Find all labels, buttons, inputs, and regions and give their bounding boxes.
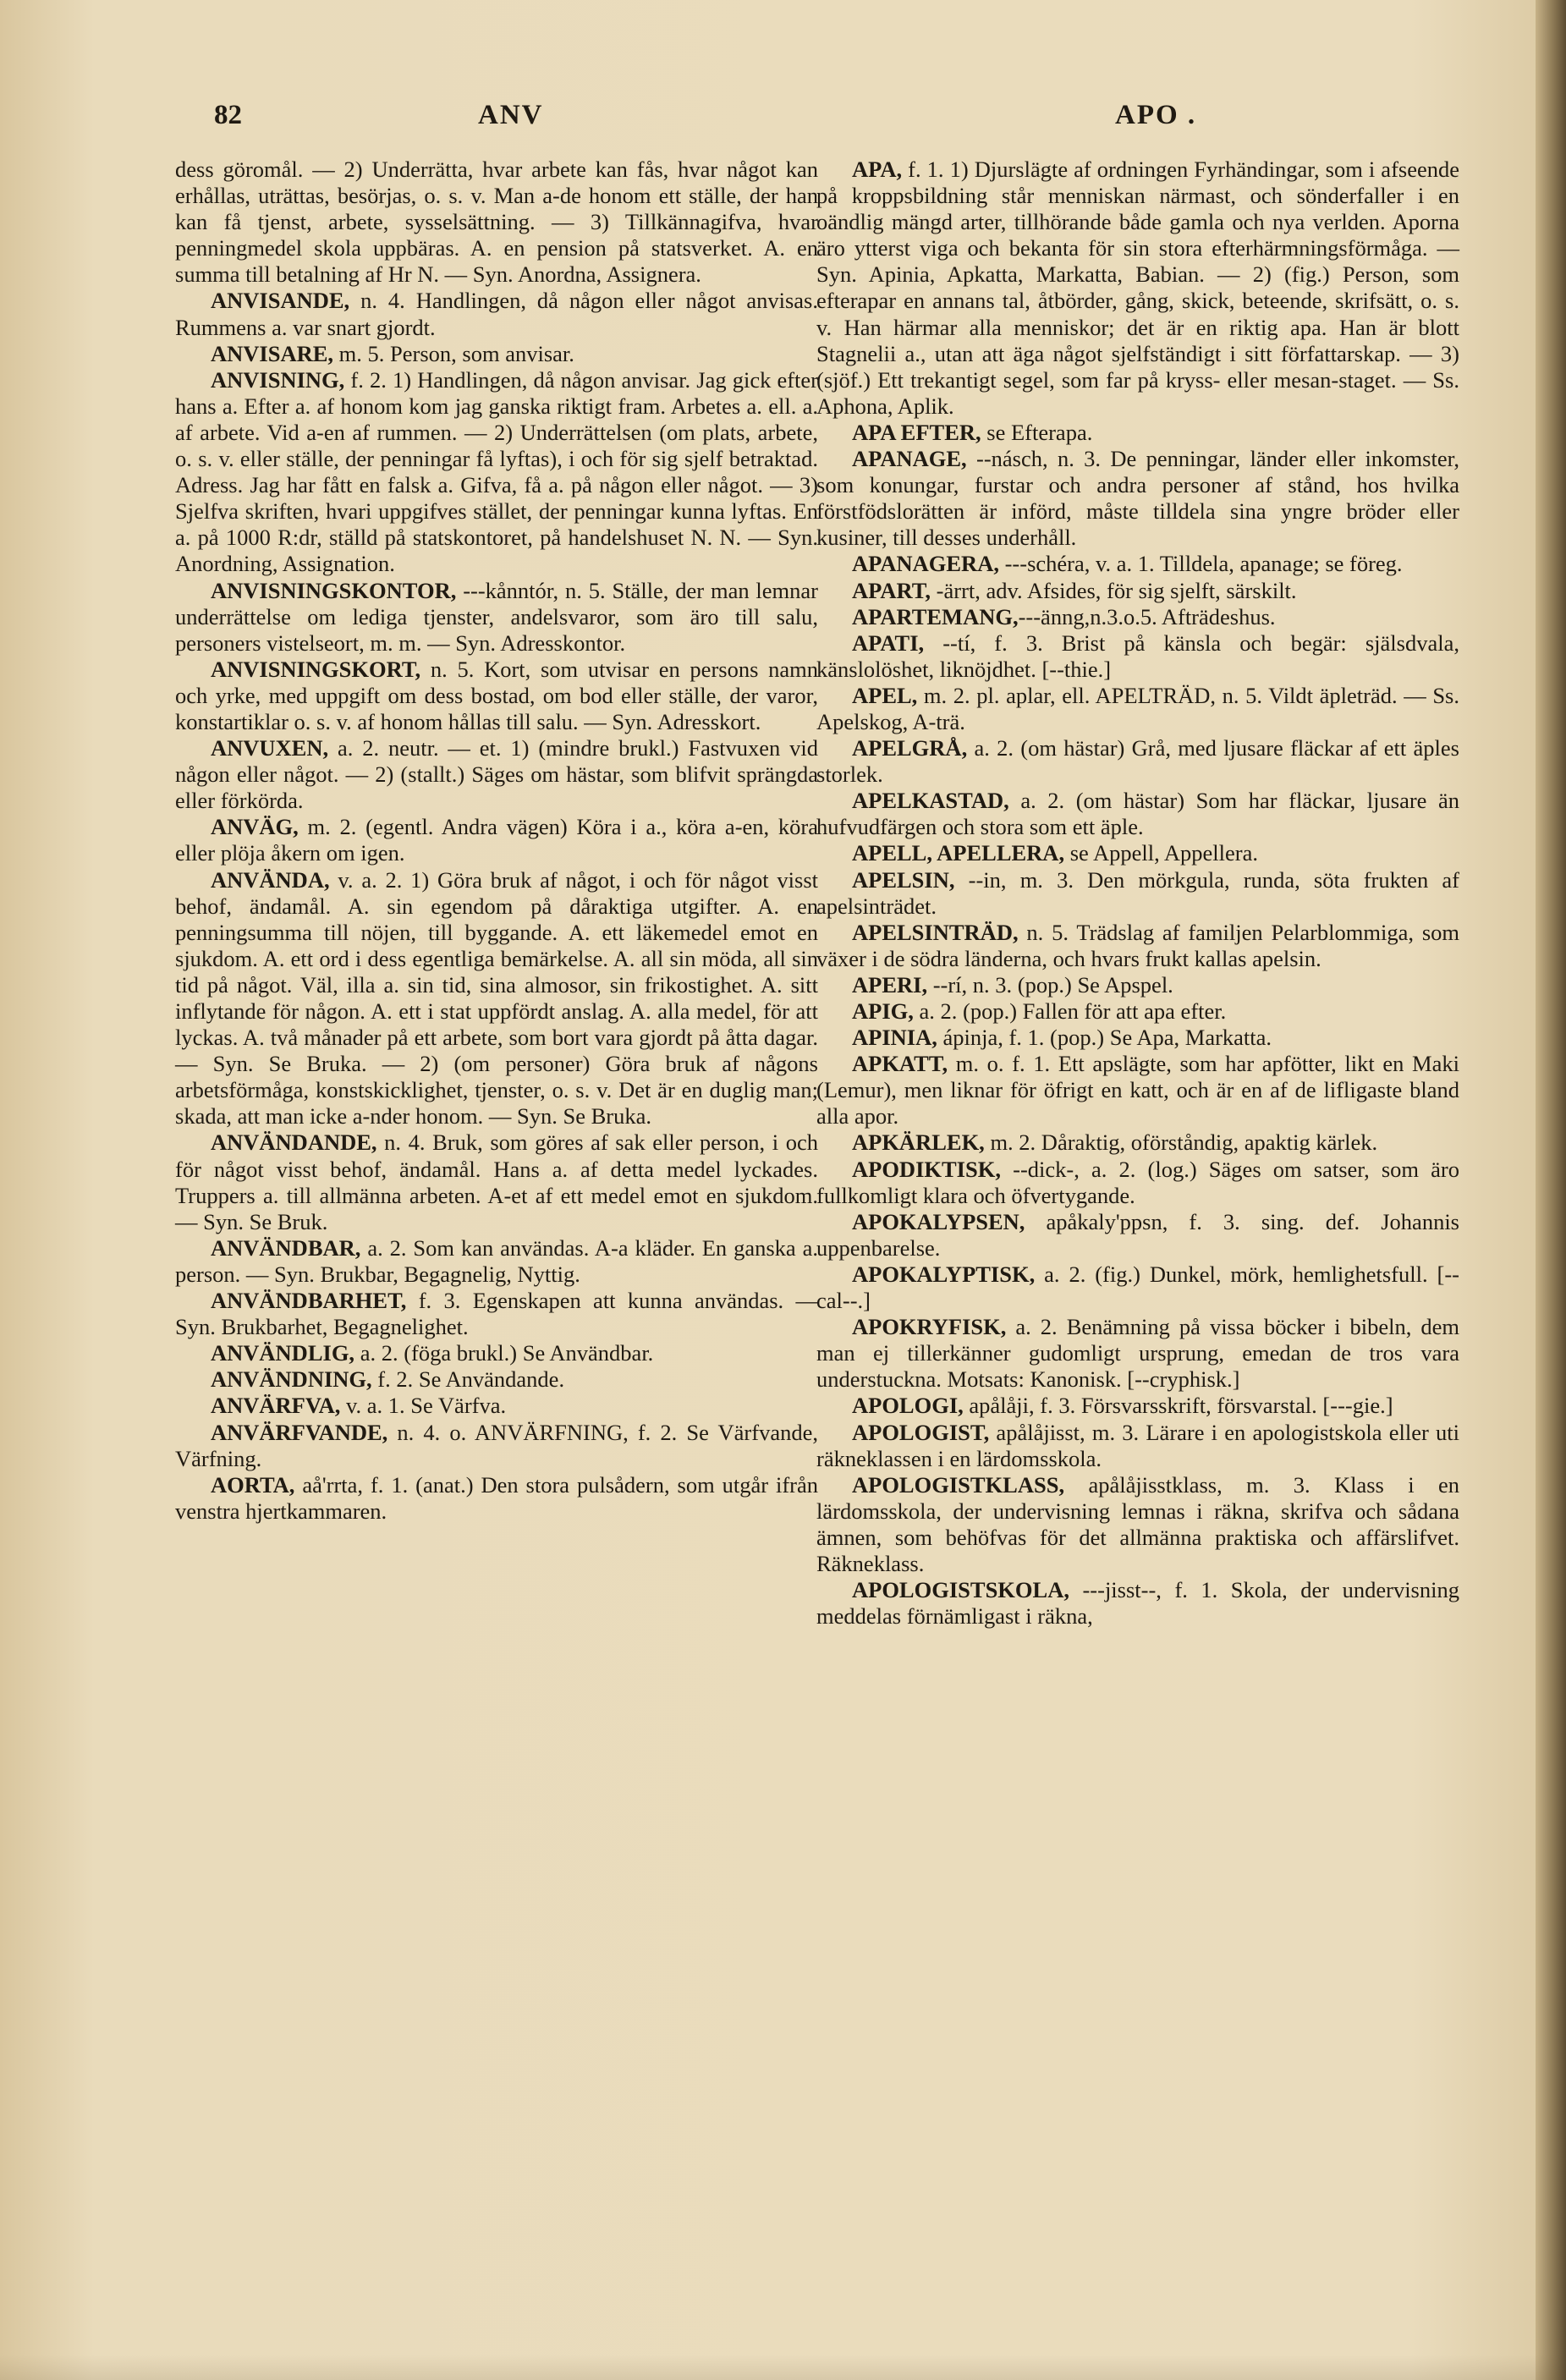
entry-headword: AORTA, [211, 1471, 295, 1498]
entry-headword: APA EFTER, [852, 419, 981, 445]
dictionary-entry [816, 551, 1459, 577]
dictionary-entry [816, 998, 1459, 1025]
entry-definition: f. 1. 1) Djurslägte af ordningen Fyrhändingar, som i afseende på kroppsbildning står menniskan närmast, och sönderfaller i en oändlig mängd arter, tillhörande både gamla och nya verlden. Aporna äro ytterst viga och bekanta för sin stora efterhärmningsförmåga. — Syn. Apinia, Apkatta, Markatta, Babian. — 2) (fig.) Person, som efterapar en annans tal, åtbörder, gång, skick, beteende, skrifsätt, o. s. v. Han härmar alla menniskor; det är en riktig apa. Han är blott Stagnelii a., utan att äga något sjelfständigt i sitt författarskap. — 3) (sjöf.) Ett trekantigt segel, som far på kryss- eller mesan-staget. — Ss. Aphona, Aplik. [816, 157, 1459, 419]
dictionary-entry [816, 920, 1459, 972]
dictionary-entry [816, 630, 1459, 683]
entry-headword: ANVUXEN, [211, 735, 329, 761]
entry-definition: n. 4. Bruk, som göres af sak eller person, i och för något visst behof, ändamål. Hans a. af detta medel lyckades. Truppers a. till allmänna arbeten. A-et af ett medel emot en sjukdom. — Syn. Se Bruk. [175, 1130, 818, 1234]
entry-definition: apålåji, f. 3. Försvarsskrift, försvarstal. [---gie.] [963, 1393, 1393, 1419]
entry-definition: se Appell, Appellera. [1064, 840, 1258, 866]
entry-definition: dess göromål. — 2) Underrätta, hvar arbete kan fås, hvar något kan erhållas, uträttas, besörjas, o. s. v. Man a-de honom ett ställe, der han kan få tjenst, arbete, sysselsättning. — 3) Tillkännagifva, hvar penningmedel skola uppbäras. A. en pension på statsverket. A. en summa till betalning af Hr N. — Syn. Anordna, Assignera. [175, 157, 818, 288]
entry-definition: m. 5. Person, som anvisar. [333, 340, 574, 366]
entry-definition: ápinja, f. 1. (pop.) Se Apa, Markatta. [937, 1025, 1272, 1051]
dictionary-entry [175, 1366, 818, 1393]
entry-definition: --rí, n. 3. (pop.) Se Apspel. [927, 971, 1173, 998]
dictionary-entry [816, 788, 1459, 840]
entry-headword: ANVÄG, [211, 814, 299, 840]
dictionary-entry [816, 1051, 1459, 1130]
entry-definition: a. 2. Som kan användas. A-a kläder. En ganska a. person. — Syn. Brukbar, Begagnelig, Nyttig. [175, 1234, 818, 1287]
entry-headword: ANVÄNDBARHET, [211, 1288, 407, 1314]
entry-definition: ---schéra, v. a. 1. Tilldela, apanage; se föreg. [998, 551, 1403, 577]
entry-headword: ANVÄNDLIG, [211, 1340, 355, 1366]
dictionary-entry [175, 1472, 818, 1525]
dictionary-entry [175, 578, 818, 657]
entry-definition: m. 2. Dåraktig, oförståndig, apaktig kärlek. [984, 1130, 1378, 1156]
entry-definition: n. 4. Handlingen, då någon eller något anvisas. Rummens a. var snart gjordt. [175, 288, 818, 340]
page-bottom-shadow [0, 2355, 1566, 2380]
entry-headword: APKÄRLEK, [852, 1130, 985, 1156]
dictionary-entry [175, 341, 818, 367]
dictionary-entry [175, 1235, 818, 1288]
dictionary-entry [816, 867, 1459, 920]
entry-headword: APATI, [852, 629, 925, 656]
dictionary-entry [175, 867, 818, 1130]
entry-headword: ANVÄNDBAR, [211, 1234, 361, 1261]
dictionary-entry [816, 1314, 1459, 1393]
right-running-head: APO . [1115, 100, 1197, 130]
entry-headword: APIG, [852, 998, 914, 1024]
dictionary-entry [816, 840, 1459, 866]
dictionary-entry [816, 1130, 1459, 1156]
entry-definition: --tí, f. 3. Brist på känsla och begär: själsdvala, känslolöshet, liknöjdhet. [--thie.] [816, 629, 1459, 682]
dictionary-entry [175, 288, 818, 340]
dictionary-entry [816, 604, 1459, 630]
entry-definition: m. o. f. 1. Ett apslägte, som har apfötter, likt en Maki (Lemur), men liknar för öfrigt en katt, och är en af de lifligaste bland alla apor. [816, 1051, 1459, 1130]
entry-definition: apålåjisst, m. 3. Lärare i en apologistskola eller uti räkneklassen i en lärdomsskola. [816, 1419, 1459, 1471]
dictionary-entry [816, 1472, 1459, 1577]
entry-definition: aå'rrta, f. 1. (anat.) Den stora pulsådern, som utgår ifrån venstra hjertkammaren. [175, 1471, 818, 1524]
page-number: 82 [214, 100, 242, 130]
dictionary-entry [175, 657, 818, 735]
entry-headword: APOLOGIST, [852, 1419, 990, 1445]
dictionary-entry [816, 446, 1459, 551]
dictionary-entry [175, 1420, 818, 1472]
entry-headword: APELSINTRÄD, [852, 919, 1019, 945]
entry-definition: a. 2. (om hästar) Grå, med ljusare fläckar af ett äples storlek. [816, 735, 1459, 788]
left-running-head: ANV [478, 100, 544, 130]
entry-headword: APELL, APELLERA, [852, 840, 1065, 866]
entry-definition: n. 5. Trädslag af familjen Pelarblommiga, som växer i de södra länderna, och hvars frukt kallas apelsin. [816, 919, 1459, 971]
entry-definition: ---kånntór, n. 5. Ställe, der man lemnar underrättelse om lediga tjenster, andelsvaror, som äro till salu, personers vistelseort, m. m. — Syn. Adresskontor. [175, 577, 818, 656]
entry-definition: ---änng,n.3.o.5. Afträdeshus. [1018, 603, 1276, 629]
page-header [0, 100, 1566, 142]
entry-headword: APANAGE, [852, 446, 967, 472]
entry-headword: APELGRÅ, [852, 735, 968, 761]
dictionary-entry [175, 1340, 818, 1366]
entry-headword: APERI, [852, 971, 928, 998]
entry-definition: m. 2. (egentl. Andra vägen) Köra i a., köra a-en, köra eller plöja åkern om igen. [175, 814, 818, 866]
entry-headword: APART, [852, 577, 931, 603]
entry-headword: ANVISNINGSKORT, [211, 656, 421, 682]
entry-headword: APODIKTISK, [852, 1156, 1001, 1182]
entry-headword: ANVISNING, [211, 366, 345, 393]
entry-headword: APARTEMANG, [852, 603, 1019, 629]
entry-definition: a. 2. neutr. — et. 1) (mindre brukl.) Fastvuxen vid någon eller något. — 2) (stallt.) Säges om hästar, som blifvit sprängda eller förkörda. [175, 735, 818, 814]
dictionary-entry [816, 683, 1459, 735]
dictionary-entry [816, 972, 1459, 998]
dictionary-entry [816, 1393, 1459, 1419]
entry-headword: APOLOGISTSKOLA, [852, 1577, 1069, 1603]
entry-headword: APELKASTAD, [852, 788, 1009, 814]
entry-definition: f. 2. Se Användande. [371, 1366, 565, 1393]
entry-headword: ANVÄNDANDE, [211, 1130, 377, 1156]
entry-definition: --dick-, a. 2. (log.) Säges om satser, som äro fullkomligt klara och öfvertygande. [816, 1156, 1459, 1208]
entry-definition: a. 2. (pop.) Fallen för att apa efter. [913, 998, 1227, 1024]
entry-definition: a. 2. (fig.) Dunkel, mörk, hemlighetsfull. [--cal--.] [816, 1261, 1459, 1314]
dictionary-entry [816, 1420, 1459, 1472]
entry-headword: APKATT, [852, 1051, 948, 1077]
entry-headword: ANVÄNDA, [211, 866, 330, 893]
entry-headword: APELSIN, [852, 866, 955, 893]
dictionary-entry [175, 1130, 818, 1234]
entry-definition: apåkaly'ppsn, f. 3. sing. def. Johannis uppenbarelse. [816, 1208, 1459, 1261]
entry-definition: m. 2. pl. aplar, ell. APELTRÄD, n. 5. Vildt äpleträd. — Ss. Apelskog, A-trä. [816, 682, 1459, 734]
dictionary-entry [816, 1025, 1459, 1051]
entry-definition: -ärrt, adv. Afsides, för sig sjelft, särskilt. [931, 577, 1297, 603]
entry-definition: --násch, n. 3. De penningar, länder eller inkomster, som konungar, furstar och andra personer af stånd, hos hvilka förstfödslorätten är införd, måste tilldela sina yngre bröder eller kusiner, till desses underhåll. [816, 446, 1459, 551]
entry-headword: APEL, [852, 682, 918, 708]
entry-definition: ---jisst--, f. 1. Skola, der undervisning meddelas förnämligast i räkna, [816, 1577, 1459, 1630]
dictionary-entry [816, 1261, 1459, 1314]
dictionary-entry [816, 1157, 1459, 1209]
entry-headword: APINIA, [852, 1025, 937, 1051]
entry-headword: ANVISARE, [211, 340, 334, 366]
dictionary-entry [816, 1577, 1459, 1630]
dictionary-entry [816, 578, 1459, 604]
dictionary-entry [175, 735, 818, 814]
entry-definition: f. 3. Egenskapen att kunna användas. — Syn. Brukbarhet, Begagnelighet. [175, 1288, 818, 1340]
left-column [175, 157, 818, 1525]
entry-headword: ANVISNINGSKONTOR, [211, 577, 457, 603]
entry-headword: APOLOGI, [852, 1393, 964, 1419]
dictionary-entry [175, 814, 818, 866]
entry-definition: v. a. 1. Se Värfva. [340, 1393, 507, 1419]
entry-definition: a. 2. (föga brukl.) Se Användbar. [354, 1340, 654, 1366]
entry-definition: f. 2. 1) Handlingen, då någon anvisar. Jag gick efter hans a. Efter a. af honom kom jag ganska riktigt fram. Arbetes a. ell. a. af arbete. Vid a-en af rummen. — 2) Underrättelsen (om plats, arbete, o. s. v. eller ställe, der penningar få lyftas), i och för sig sjelf betraktad. Adress. Jag har fått en falsk a. Gifva, få a. på någon eller något. — 3) Sjelfva skriften, hvari uppgifves stället, der penningar kunna lyftas. En a. på 1000 R:dr, ställd på statskontoret, på handelshuset N. N. — Syn. Anordning, Assignation. [175, 366, 818, 577]
dictionary-entry [816, 420, 1459, 446]
entry-definition: a. 2. Benämning på vissa böcker i bibeln, dem man ej tillerkänner gudomligt ursprung, emedan de tros vara understuckna. Motsats: Kanonisk. [--cryphisk.] [816, 1314, 1459, 1393]
entry-headword: ANVÄNDNING, [211, 1366, 372, 1393]
dictionary-entry [816, 157, 1459, 420]
entry-headword: ANVÄRFVA, [211, 1393, 341, 1419]
dictionary-entry [175, 1393, 818, 1419]
book-spine-edge [1536, 0, 1566, 2380]
dictionary-entry [175, 367, 818, 578]
entry-headword: APOKRYFISK, [852, 1314, 1007, 1340]
right-column [816, 157, 1459, 1630]
entry-definition: a. 2. (om hästar) Som har fläckar, ljusare än hufvudfärgen och stora som ett äple. [816, 788, 1459, 840]
dictionary-entry [816, 1209, 1459, 1261]
dictionary-entry [816, 735, 1459, 788]
entry-definition: n. 4. o. ANVÄRFNING, f. 2. Se Värfvande, Värfning. [175, 1419, 818, 1471]
entry-definition: --in, m. 3. Den mörkgula, runda, söta frukten af apelsinträdet. [816, 866, 1459, 919]
entry-headword: ANVISANDE, [211, 288, 350, 314]
entry-headword: APOKALYPSEN, [852, 1208, 1025, 1234]
entry-definition: se Efterapa. [981, 419, 1093, 445]
entry-definition: n. 5. Kort, som utvisar en persons namn och yrke, med uppgift om dess bostad, om bod eller ställe, der varor, konstartiklar o. s. v. af honom hållas till salu. — Syn. Adresskort. [175, 656, 818, 734]
entry-definition: apålåjisstklass, m. 3. Klass i en lärdomsskola, der undervisning lemnas i räkna, skrifva och sådana ämnen, som behöfvas för det allmänna praktiska och affärslifvet. Räkneklass. [816, 1471, 1459, 1576]
entry-definition: v. a. 2. 1) Göra bruk af något, i och för något visst behof, ändamål. A. sin egendom på dåraktiga utgifter. A. en penningsumma till nöjen, till byggande. A. ett läkemedel emot en sjukdom. A. ett ord i dess egentliga bemärkelse. A. all sin möda, all sin tid på något. Väl, illa a. sin tid, sina almosor, sin frikostighet. A. sitt inflytande för någon. A. ett i stat uppfördt anslag. A. alla medel, för att lyckas. A. två månader på ett arbete, som bort vara gjordt på åtta dagar. — Syn. Se Bruka. — 2) (om personer) Göra bruk af någons arbetsförmåga, konstskicklighet, tjenster, o. s. v. Det är en duglig man; skada, att man icke a-nder honom. — Syn. Se Bruka. [175, 866, 818, 1130]
entry-headword: APANAGERA, [852, 551, 999, 577]
entry-headword: APA, [852, 157, 903, 182]
entry-headword: APOKALYPTISK, [852, 1261, 1036, 1287]
dictionary-entry [175, 157, 818, 288]
dictionary-entry [175, 1288, 818, 1340]
entry-headword: APOLOGISTKLASS, [852, 1471, 1065, 1498]
entry-headword: ANVÄRFVANDE, [211, 1419, 388, 1445]
